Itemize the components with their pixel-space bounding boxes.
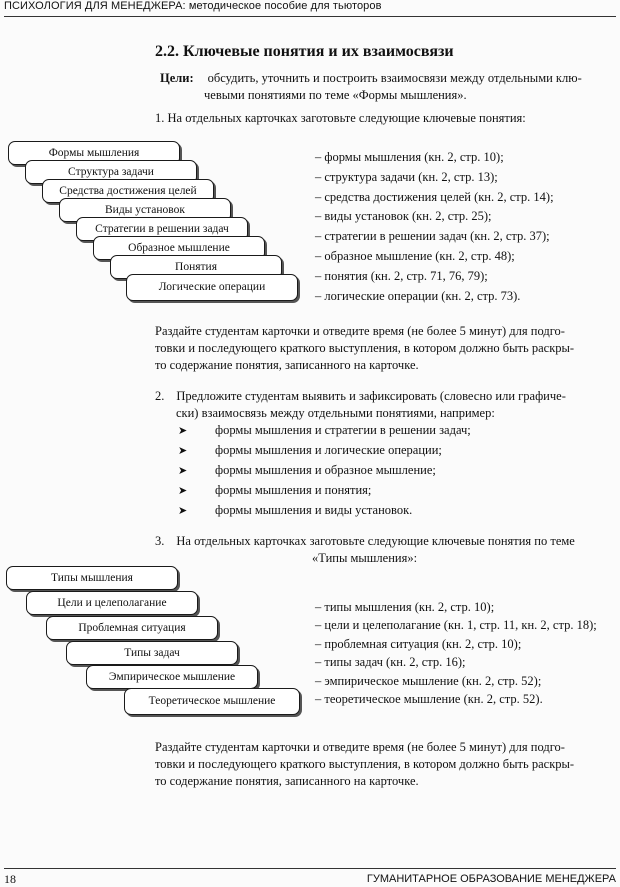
- list-item: – цели и целеполагание (кн. 1, стр. 11, кн. 2, стр. 18);: [315, 618, 597, 633]
- card: Теоретическое мышление: [124, 688, 300, 715]
- bullet-item: ➤ формы мышления и образное мышление;: [178, 463, 436, 477]
- card: Средства достижения целей: [42, 179, 214, 203]
- card: Стратегии в решении задач: [76, 217, 248, 241]
- instruction-paragraph-1: [155, 323, 574, 374]
- instruction-paragraph-2: [155, 739, 574, 790]
- concept-list-2: [315, 600, 597, 710]
- paragraph-line: товки и последующего краткого выступления, в котором должно быть раскры-: [155, 757, 575, 771]
- step-3-number: 3.: [155, 534, 165, 548]
- page-footer: [4, 868, 616, 887]
- arrow-bullet-icon: ➤: [178, 465, 188, 477]
- step-2-number: 2.: [155, 389, 165, 403]
- list-item: – эмпирическое мышление (кн. 2, стр. 52);: [315, 673, 542, 688]
- paragraph-line: то содержание понятия, записанного на карточке.: [155, 358, 419, 372]
- card: Структура задачи: [25, 160, 197, 184]
- goals-block: [160, 70, 600, 104]
- step-3-block: [155, 533, 615, 567]
- step-1-text: 1. На отдельных карточках заготовьте следующие ключевые понятия:: [155, 111, 526, 125]
- bullet-item: ➤ формы мышления и виды установок.: [178, 503, 413, 517]
- paragraph-line: то содержание понятия, записанного на карточке.: [155, 774, 419, 788]
- goals-text-line-2: чевыми понятиями по теме «Формы мышления».: [204, 88, 467, 102]
- bullet-item: ➤ формы мышления и стратегии в решении задач;: [178, 423, 471, 437]
- list-item: – формы мышления (кн. 2, стр. 10);: [315, 150, 504, 164]
- step-3-line-2: «Типы мышления»:: [312, 551, 418, 565]
- list-item: – типы задач (кн. 2, стр. 16);: [315, 655, 466, 670]
- arrow-bullet-icon: ➤: [178, 445, 188, 457]
- list-item: – логические операции (кн. 2, стр. 73).: [315, 288, 521, 303]
- card: Типы мышления: [6, 566, 178, 590]
- arrow-bullet-icon: ➤: [178, 425, 188, 437]
- paragraph-line: Раздайте студентам карточки и отведите время (не более 5 минут) для подго-: [155, 324, 565, 338]
- list-item: – теоретическое мышление (кн. 2, стр. 52).: [315, 691, 543, 706]
- goals-text-line-1: обсудить, уточнить и построить взаимосвязи между отдельными клю-: [207, 71, 582, 85]
- list-item: – образное мышление (кн. 2, стр. 48);: [315, 248, 515, 263]
- arrow-bullet-icon: ➤: [178, 505, 188, 517]
- running-header: ПСИХОЛОГИЯ ДЛЯ МЕНЕДЖЕРА: методическое пособие для тьюторов: [4, 0, 616, 17]
- bullet-item: ➤ формы мышления и логические операции;: [178, 443, 442, 457]
- step-2-block: [155, 388, 615, 422]
- goals-label: Цели:: [160, 71, 194, 85]
- card: Виды установок: [59, 198, 231, 222]
- list-item: – структура задачи (кн. 2, стр. 13);: [315, 169, 498, 184]
- list-item: – типы мышления (кн. 2, стр. 10);: [315, 600, 495, 614]
- relations-bullet-list: [178, 423, 471, 523]
- paragraph-line: товки и последующего краткого выступления, в котором должно быть раскры-: [155, 341, 575, 355]
- card: Эмпирическое мышление: [86, 665, 258, 689]
- section-title: 2.2. Ключевые понятия и их взаимосвязи: [155, 43, 454, 60]
- card: Типы задач: [66, 641, 238, 665]
- card: Проблемная ситуация: [46, 616, 218, 640]
- card: Формы мышления: [8, 141, 180, 165]
- card: Цели и целеполагание: [26, 591, 198, 615]
- step-3-line-1: На отдельных карточках заготовьте следующие ключевые понятия по теме: [176, 534, 575, 548]
- card: Образное мышление: [93, 236, 265, 260]
- arrow-bullet-icon: ➤: [178, 485, 188, 497]
- card: Понятия: [110, 255, 282, 279]
- list-item: – понятия (кн. 2, стр. 71, 76, 79);: [315, 268, 488, 283]
- page-number: 18: [4, 872, 16, 886]
- paragraph-line: Раздайте студентам карточки и отведите время (не более 5 минут) для подго-: [155, 740, 565, 754]
- concept-list-1: [315, 150, 554, 308]
- card: Логические операции: [126, 274, 298, 301]
- footer-title: ГУМАНИТАРНОЕ ОБРАЗОВАНИЕ МЕНЕДЖЕРА: [366, 873, 616, 885]
- bullet-item: ➤ формы мышления и понятия;: [178, 483, 372, 497]
- step-2-line-1: Предложите студентам выявить и зафиксировать (словесно или графиче-: [176, 389, 566, 403]
- list-item: – средства достижения целей (кн. 2, стр. 14);: [315, 189, 554, 204]
- list-item: – стратегии в решении задач (кн. 2, стр. 37);: [315, 229, 550, 244]
- step-2-line-2: ски) взаимосвязь между отдельными понятиями, например:: [176, 406, 495, 420]
- list-item: – проблемная ситуация (кн. 2, стр. 10);: [315, 636, 522, 651]
- list-item: – виды установок (кн. 2, стр. 25);: [315, 209, 492, 224]
